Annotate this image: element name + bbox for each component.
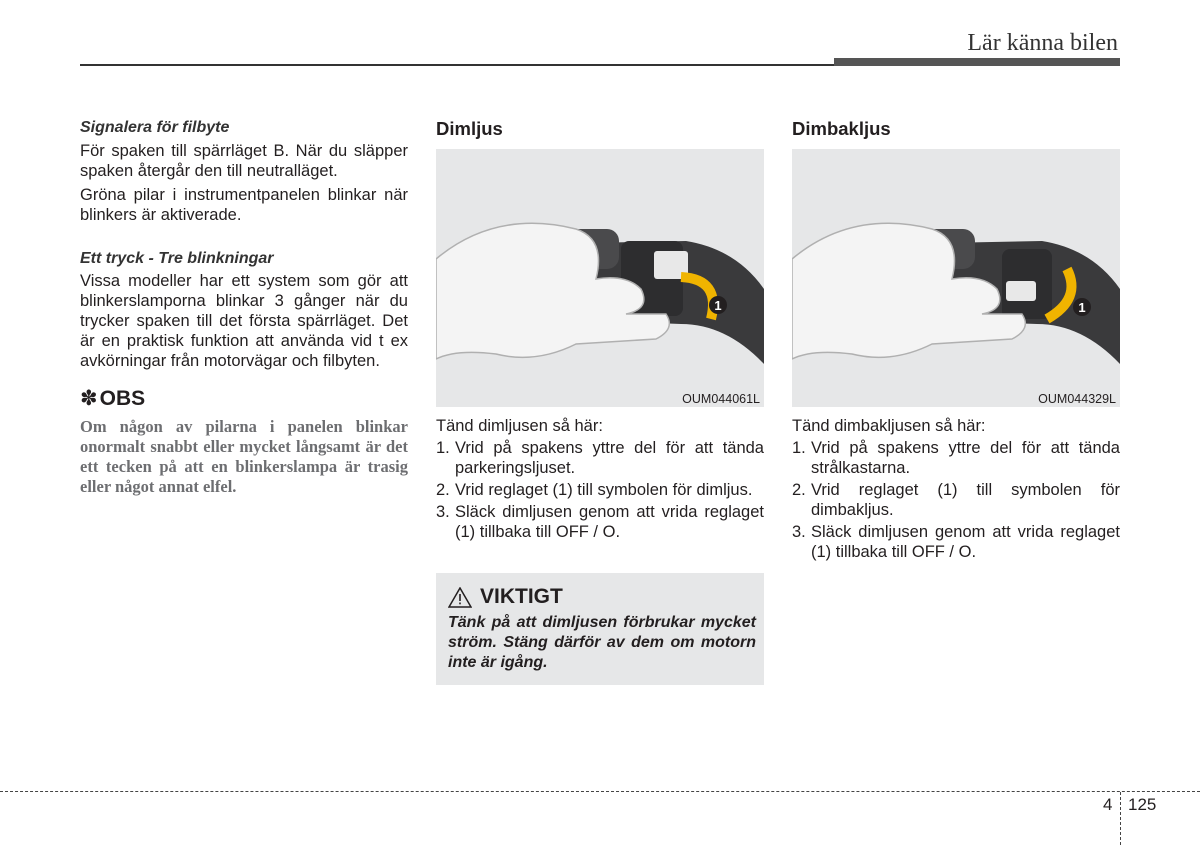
warning-text: Tänk på att dimljusen förbrukar mycket ström. Stäng därför av dem om motorn inte är igång. — [448, 614, 756, 671]
fog-light-instructions — [436, 416, 764, 544]
list-item: 1. Vrid på spakens yttre del för att tända strålkastarna. — [792, 439, 1120, 477]
chapter-title: Lär känna bilen — [967, 30, 1118, 56]
warning-title-label: VIKTIGT — [480, 585, 563, 608]
paragraph-lane-change: För spaken till spärrläget B. När du släpper spaken återgår den till neutralläget. — [80, 142, 408, 180]
figure-fog-light-switch — [436, 149, 764, 407]
instructions-intro: Tänd dimljusen så här: — [436, 417, 603, 435]
hand-on-stalk-illustration — [436, 149, 764, 407]
paragraph-one-touch: Vissa modeller har ett system som gör att blinkerslamporna blinkar 3 gånger när du trycker spaken till det första spärrläget. Det är en praktisk funktion att använda vid t ex avkörningar från motorvägar och filbyten. — [80, 272, 408, 370]
warning-title — [448, 585, 563, 609]
instructions-list — [436, 438, 764, 542]
figure-rear-fog-light-switch — [792, 149, 1120, 407]
list-item: 1. Vrid på spakens yttre del för att tända parkeringsljuset. — [436, 439, 764, 477]
section-heading-fog-lights: Dimljus — [436, 118, 503, 139]
warning-box — [436, 573, 764, 685]
chapter-number: 4 — [1103, 795, 1113, 814]
list-item: 3. Släck dimljusen genom att vrida reglaget (1) tillbaka till OFF / O. — [436, 503, 764, 541]
instructions-intro: Tänd dimbakljusen så här: — [792, 417, 986, 435]
header-accent-bar — [834, 58, 1120, 66]
footer-dashed-rule — [0, 791, 1200, 792]
obs-heading-label: OBS — [99, 387, 146, 410]
subheading-one-touch: Ett tryck - Tre blinkningar — [80, 250, 274, 267]
subheading-lane-change: Signalera för filbyte — [80, 119, 230, 136]
rear-fog-light-instructions — [792, 416, 1120, 564]
figure-caption: OUM044329L — [1038, 392, 1116, 406]
obs-heading — [80, 389, 408, 409]
header-rule — [80, 64, 838, 66]
callout-number: 1 — [714, 298, 722, 313]
section-heading-rear-fog-lights: Dimbakljus — [792, 118, 891, 139]
left-column — [80, 118, 408, 497]
figure-caption: OUM044061L — [682, 392, 760, 406]
page-number: 125 — [1128, 795, 1157, 814]
hand-on-stalk-illustration — [792, 149, 1120, 407]
warning-triangle-icon — [448, 587, 472, 608]
list-item: 2. Vrid reglaget (1) till symbolen för dimbakljus. — [792, 481, 1120, 519]
asterisk-icon: ✽ — [80, 387, 98, 410]
list-item: 2. Vrid reglaget (1) till symbolen för dimljus. — [436, 481, 753, 499]
page-number-divider — [1120, 792, 1121, 845]
callout-number: 1 — [1078, 300, 1086, 315]
list-item: 3. Släck dimljusen genom att vrida reglaget (1) tillbaka till OFF / O. — [792, 523, 1120, 561]
instructions-list — [792, 438, 1120, 562]
obs-note-text: Om någon av pilarna i panelen blinkar onormalt snabbt eller mycket långsamt är det ett tecken på att en blinkerslampa är trasig eller något annat elfel. — [80, 417, 408, 496]
paragraph-green-arrows: Gröna pilar i instrumentpanelen blinkar när blinkers är aktiverade. — [80, 186, 408, 224]
